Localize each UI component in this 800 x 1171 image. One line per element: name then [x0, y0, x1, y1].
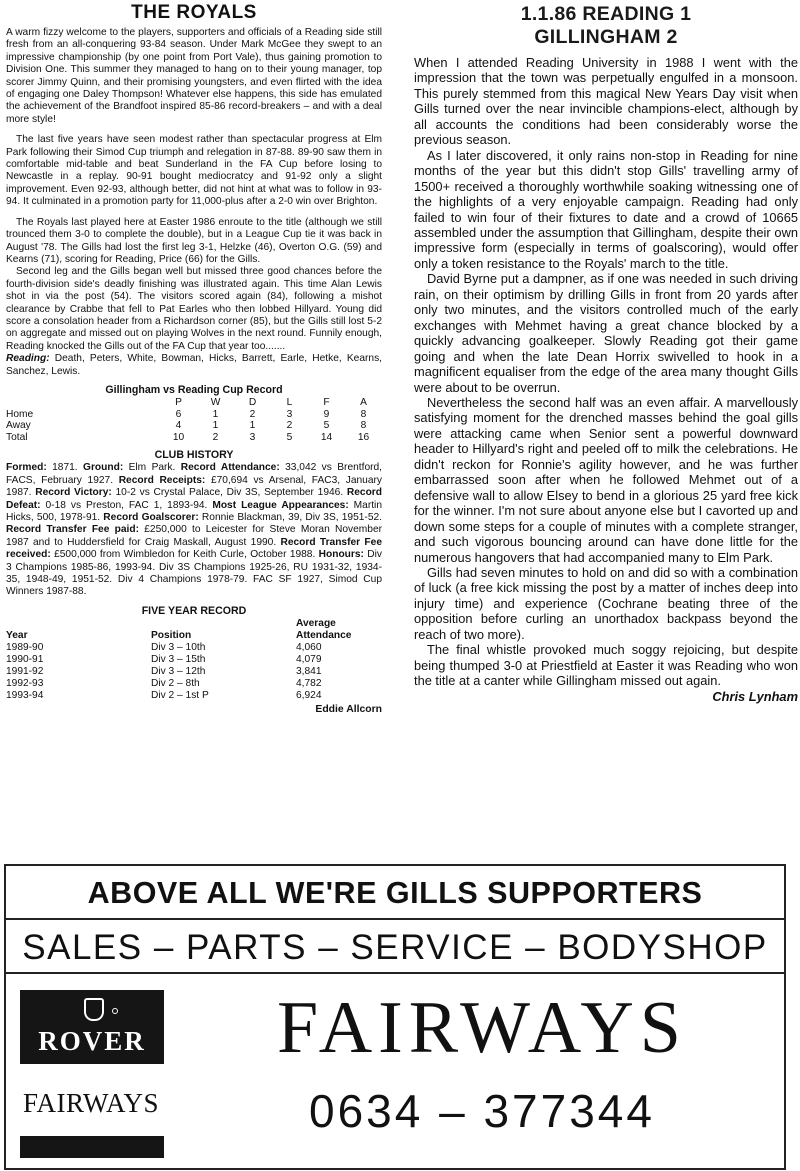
- five-year-row: [6, 666, 382, 678]
- cup-record-title: Gillingham vs Reading Cup Record: [105, 383, 283, 396]
- dealer-logo-caption: FAIRWAYS: [22, 1088, 160, 1118]
- match-title-line2: GILLINGHAM 2: [534, 26, 678, 48]
- cup-cell: 5: [323, 420, 330, 432]
- dealer-phone: 0634 – 377344: [309, 1085, 655, 1137]
- registered-mark-icon: [112, 1008, 118, 1014]
- cup-cell: 6: [175, 408, 182, 420]
- history-key: Record Victory:: [35, 487, 112, 499]
- cup-cell: 16: [357, 431, 370, 443]
- reading-label: Reading:: [6, 353, 50, 365]
- left-column: [6, 0, 382, 715]
- cup-record-row-away: [6, 420, 382, 432]
- five-year-row: [6, 690, 382, 702]
- royals-para-2: The last five years have seen modest rather than spectacular progress at Elm Park following their Simod Cup triumph and relegation in 87-88. 89-90 saw them in comfortable mid-table and beat Sunderland in the FA Cup before losing to Newcastle in a replay. 90-91 bought mediocratcy and 91-92 only a slight improvement. Even 92-93, although better, did not hint at what was to follow in 93-94. It culminated in a promotion party for 11,000-plus after a 2-0 win over Brighton.: [6, 134, 382, 208]
- royals-para-4: Second leg and the Gills began well but missed three good chances before the fourth-division side's deadly finishing was illustrated again. This time Alan Lewis shot in via the post (54). The visitors scored again (84), following a mishot clearance by Crabbe that fell to Pat Earles who then lobbed Hillyard. Young did score a consolation header from a Richardson corner (85), but the Gills still lost 5-2 on aggregate and missed out on playing Wolves in the next round. Funnily enough, Reading knocked the Gills out of the FA Cup that year too.......: [6, 266, 382, 352]
- cup-cell: 1: [212, 420, 219, 432]
- history-key: Record Defeat:: [6, 487, 382, 511]
- cup-header-cell: F: [323, 396, 330, 408]
- match-report: [414, 55, 798, 704]
- fy-header-attendance-line1: Average: [296, 617, 336, 629]
- fy-year: 1992-93: [6, 677, 44, 689]
- cup-record-row-home: [6, 409, 382, 421]
- five-year-row: [6, 642, 382, 654]
- history-key: Record Transfer Fee paid:: [6, 524, 139, 536]
- royals-para-1: A warm fizzy welcome to the players, supporters and officials of a Reading side still fresh from an all-conquering 93-84 season. Under Mark McGee they swept to an impressive championship (by one point from Port Vale), thus gaining promotion to Division One. This summer they managed to hang on to their young manager, top scorer Jimmy Quinn, and their promising youngsters, and even flirted with the idea of engaging one Daley Thompson! Whatever else happens, this side has emulated the achievement of the Brandfoot inspired 85-86 record-breakers – and with a deal more style!: [6, 27, 382, 125]
- cup-header-cell: W: [210, 396, 221, 408]
- cup-record-header-row: [6, 397, 382, 409]
- cup-cell: 2: [249, 408, 256, 420]
- report-para-5: Gills had seven minutes to hold on and did so with a combination of luck (a free kick missing the post by a matter of inches deep into injury time) and experience (Cochrane beating three of the opposition before curling an unorthadox backpass beyond the reach of two more).: [414, 564, 798, 642]
- logo-bar: [20, 1136, 164, 1158]
- report-author: Chris Lynham: [712, 688, 798, 704]
- fairways-advert: [4, 864, 786, 1170]
- cup-cell: 4: [175, 420, 182, 432]
- fy-position: Div 3 – 12th: [151, 665, 206, 677]
- report-para-3: David Byrne put a dampner, as if one was needed in such driving rain, on their optimism by drilling Gills in front from 20 yards after only two minutes, and the visitors controlled much of the early exchanges with Mehmet having a great chance blocked by a quickly advancing goalkeeper. Slowly Reading got their game going and when the late Dean Horrix swivelled to hook in a magnificent equaliser from the edge of the area many thought Gills were about to be overrun.: [414, 271, 798, 395]
- cup-cell: 1: [212, 408, 219, 420]
- history-value: £500,000 from Wimbledon for Keith Curle, October 1988.: [50, 549, 319, 561]
- reading-lineup: [6, 353, 382, 378]
- club-history-text: [6, 462, 382, 598]
- cup-cell: 3: [249, 431, 256, 443]
- report-para-6: [414, 642, 798, 704]
- cup-cell: 8: [360, 420, 367, 432]
- rover-logo-word: ROVER: [38, 1026, 146, 1056]
- cup-record-row-total: [6, 432, 382, 444]
- cup-header-cell: A: [360, 396, 367, 408]
- history-key: Formed:: [6, 462, 47, 474]
- history-key: Record Transfer Fee received:: [6, 536, 382, 561]
- history-key: Record Goalscorer:: [103, 511, 199, 523]
- cup-header-cell: D: [248, 396, 257, 408]
- fy-year: 1990-91: [6, 653, 44, 665]
- fy-year: 1991-92: [6, 665, 44, 677]
- history-value: £250,000 to Leicester for Steve Moran November 1987 and to Huddersfield for Craig Maskall, August 1990.: [6, 524, 382, 548]
- cup-cell: 1: [249, 420, 256, 432]
- fy-position: Div 2 – 1st P: [151, 689, 209, 701]
- history-value: 0-18 vs Preston, FAC 1, 1893-94.: [40, 499, 213, 511]
- fy-attendance: 4,782: [296, 677, 322, 689]
- club-history-title: CLUB HISTORY: [154, 449, 234, 462]
- royals-para-3: The Royals last played here at Easter 1986 enroute to the title (although we still trounced them 3-0 to complete the double), but in a League Cup tie it was back in August '78. The Gills had lost the first leg 3-1, Helzke (46), Overton O.G. (59) and Kearns (71), scoring for Reading, Price (66) for the Gills.: [6, 216, 382, 265]
- cup-cell: 2: [212, 431, 219, 443]
- five-year-record-title: FIVE YEAR RECORD: [141, 604, 247, 617]
- royals-article: [6, 27, 382, 715]
- cup-row-label: Total: [6, 431, 28, 443]
- report-para-4: Nevertheless the second half was an even affair. A marvellously satisfying moment for the drenched masses behind the goal gills were attacking came when Senior sent a powerful downward header to Hillyard's right and peeled off to milk the celebrations. He didn't reckon for Ronnie's agility however, and he was further embarrassed soon after when he followed Mehmet out of a defensive wall to allow Elsey to bend in a glorious 25 yard free kick for the winner. I'm not sure about anyone else but I cavorted up and down some steps for a couple of minutes with a complete stranger, and such vigorous bouncing around can have done little for the numerous hangovers that had accompanied many to Elm Park.: [414, 394, 798, 565]
- match-title-line1: 1.1.86 READING 1: [520, 3, 692, 25]
- history-key: Honours:: [318, 549, 364, 561]
- royals-byline: Eddie Allcorn: [315, 703, 382, 715]
- cup-row-label: Away: [6, 420, 31, 432]
- cup-header-cell: P: [175, 396, 182, 408]
- dealer-name: FAIRWAYS: [277, 987, 687, 1069]
- fy-header-position: Position: [151, 629, 192, 641]
- right-column: [414, 0, 798, 704]
- fy-attendance: 6,924: [296, 689, 322, 701]
- history-value: 1871.: [46, 462, 84, 474]
- cup-cell: 10: [172, 431, 185, 443]
- fy-header-year: Year: [6, 629, 28, 641]
- fy-year: 1993-94: [6, 689, 44, 701]
- reading-players: Death, Peters, White, Bowman, Hicks, Barrett, Earle, Hetke, Kearns, Sanchez, Lewis.: [6, 353, 382, 377]
- cup-cell: 2: [286, 420, 293, 432]
- fy-attendance: 4,060: [296, 641, 322, 653]
- fy-attendance: 4,079: [296, 653, 322, 665]
- advert-headline: ABOVE ALL WE'RE GILLS SUPPORTERS: [6, 866, 784, 920]
- advert-services: SALES – PARTS – SERVICE – BODYSHOP: [6, 920, 784, 974]
- fy-attendance: 3,841: [296, 665, 322, 677]
- fy-header-attendance: [296, 618, 382, 642]
- royals-title: THE ROYALS: [131, 2, 257, 23]
- five-year-header-row: [6, 618, 382, 642]
- fy-position: Div 3 – 10th: [151, 641, 206, 653]
- cup-cell: 9: [323, 408, 330, 420]
- five-year-row: [6, 678, 382, 690]
- history-value: Ronnie Blackman, 39, Div 3S, 1951-52.: [198, 511, 382, 523]
- history-key: Record Receipts:: [118, 474, 206, 486]
- cup-cell: 3: [286, 408, 293, 420]
- history-value: Elm Park.: [123, 462, 181, 474]
- rover-logo: [20, 990, 164, 1064]
- history-key: Ground:: [83, 462, 124, 474]
- history-value: £70,694 vs Arsenal, FAC3, January 1987.: [6, 474, 382, 499]
- rover-shield-icon: [84, 998, 104, 1021]
- fy-position: Div 2 – 8th: [151, 677, 200, 689]
- fy-year: 1989-90: [6, 641, 44, 653]
- cup-cell: 14: [320, 431, 333, 443]
- history-key: Record Attendance:: [180, 462, 280, 474]
- report-para-6-text: The final whistle provoked much soggy rejoicing, but despite being thumped 3-0 at Priestfield at Easter it was Reading who won the title at a canter while Gillingham missed out again.: [414, 642, 798, 689]
- history-value: 33,042 vs Brentford, FACS, February 1927.: [6, 462, 382, 486]
- match-title: [414, 3, 798, 49]
- fy-position: Div 3 – 15th: [151, 653, 206, 665]
- history-value: Div 3 Champions 1985-86, 1993-94. Div 3S Champions 1925-26, RU 1931-32, 1934-35, 1948-49, 1951-52. Div 4 Champions 1978-79. FAC SF 1927, Simod Cup Winners 1987-88.: [6, 549, 382, 598]
- cup-header-cell: L: [286, 396, 293, 408]
- report-para-1: When I attended Reading University in 1988 I went with the impression that the town was perpetually engulfed in a monsoon. This purely stemmed from this magical New Years Day visit when Gills turned over the near invincible champions-elect, although by all accounts the conditions had been considerably worse the previous season.: [414, 55, 798, 148]
- cup-cell: 8: [360, 408, 367, 420]
- five-year-record-table: [6, 618, 382, 702]
- report-para-2: As I later discovered, it only rains non-stop in Reading for nine months of the year but this didn't stop Gills' travelling army of 1500+ received a thoroughly worthwhile soaking witnessing one of the highlights of a very enjoyable campaign. Reading had only failed to win four of their fixtures to date and a crowd of 10665 assembled under the assumption that Gillingham, despite their own impressive form (especially in terms of goalscoring), would offer only a token resistance to the Royals' march to the title.: [414, 147, 798, 271]
- history-value: 10-2 vs Crystal Palace, Div 3S, September 1946.: [111, 487, 347, 499]
- fy-header-attendance-line2: Attendance: [296, 629, 352, 641]
- cup-record-table: [6, 397, 382, 443]
- history-key: Most League Appearances:: [212, 499, 349, 511]
- five-year-row: [6, 654, 382, 666]
- cup-row-label: Home: [6, 408, 34, 420]
- cup-cell: 5: [286, 431, 293, 443]
- history-value: Martin Hicks, 500, 1978-91.: [6, 499, 382, 523]
